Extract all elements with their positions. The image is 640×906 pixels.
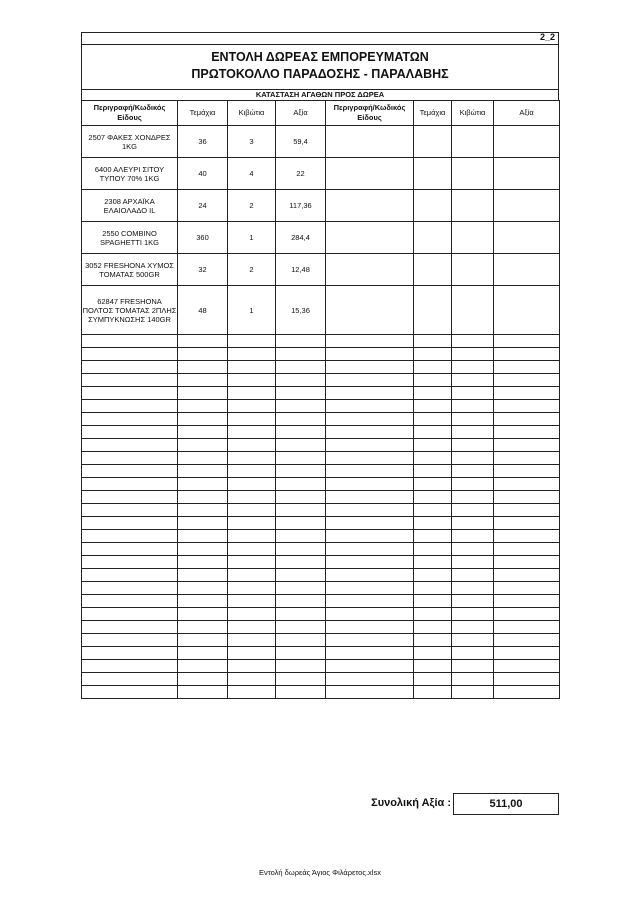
title-line-1: ΕΝΤΟΛΗ ΔΩΡΕΑΣ ΕΜΠΟΡΕΥΜΑΤΩΝ — [211, 50, 429, 64]
col-header-description-left: Περιγραφή/Κωδικός Είδους — [82, 101, 178, 126]
goods-table — [81, 100, 560, 699]
col-header-boxes-left: Κιβώτια — [228, 101, 276, 126]
empty-row — [82, 426, 560, 439]
footer-filename: Εντολή δωρεάς Άγιος Φιλάρετος.xlsx — [259, 868, 381, 877]
item-boxes: 2 — [228, 254, 276, 286]
page-number: 2_2 — [539, 32, 555, 42]
table-row — [82, 158, 560, 190]
empty-row — [82, 556, 560, 569]
item-value: 117,36 — [276, 190, 326, 222]
empty-row — [82, 543, 560, 556]
col-header-pieces-left: Τεμάχια — [178, 101, 228, 126]
col-header-value-right: Αξία — [494, 101, 560, 126]
item-description: 62847 FRESHONA ΠΟΛΤΟΣ ΤΟΜΑΤΑΣ 2ΠΛΗΣ ΣΥΜΠΥΚΝΩΣΗΣ 140GR — [82, 296, 177, 324]
item-value: 15,36 — [276, 286, 326, 335]
title-line-2: ΠΡΩΤΟΚΟΛΛΟ ΠΑΡΑΔΟΣΗΣ - ΠΑΡΑΛΑΒΗΣ — [191, 67, 449, 81]
empty-row — [82, 634, 560, 647]
item-boxes: 2 — [228, 190, 276, 222]
empty-row — [82, 478, 560, 491]
empty-row — [82, 673, 560, 686]
item-pieces: 40 — [178, 158, 228, 190]
item-pieces: 360 — [178, 222, 228, 254]
table-row — [82, 126, 560, 158]
item-pieces: 24 — [178, 190, 228, 222]
empty-row — [82, 686, 560, 699]
empty-row — [82, 374, 560, 387]
col-header-pieces-right: Τεμάχια — [414, 101, 452, 126]
empty-row — [82, 621, 560, 634]
item-value: 12,48 — [276, 254, 326, 286]
item-boxes: 4 — [228, 158, 276, 190]
item-pieces: 36 — [178, 126, 228, 158]
total-value: 511,00 — [453, 793, 559, 815]
empty-row — [82, 465, 560, 478]
empty-row — [82, 491, 560, 504]
item-boxes: 3 — [228, 126, 276, 158]
col-header-boxes-right: Κιβώτια — [452, 101, 494, 126]
empty-row — [82, 439, 560, 452]
item-description: 6400 ΑΛΕΥΡΙ ΣΙΤΟΥ ΤΥΠΟΥ 70% 1KG — [82, 158, 178, 190]
table-row — [82, 254, 560, 286]
empty-row — [82, 595, 560, 608]
item-value: 284,4 — [276, 222, 326, 254]
goods-status-heading: ΚΑΤΑΣΤΑΣΗ ΑΓΑΘΩΝ ΠΡΟΣ ΔΩΡΕΑ — [81, 89, 559, 100]
empty-row — [82, 569, 560, 582]
empty-row — [82, 517, 560, 530]
empty-row — [82, 361, 560, 374]
item-description: 2308 ΑΡΧΑΪΚΑ ΕΛΑΙΟΛΑΔΟ IL — [82, 190, 178, 222]
empty-row — [82, 582, 560, 595]
item-description-cell — [82, 286, 178, 335]
empty-row — [82, 452, 560, 465]
table-row — [82, 286, 560, 335]
item-boxes: 1 — [228, 286, 276, 335]
item-pieces: 32 — [178, 254, 228, 286]
empty-row — [82, 660, 560, 673]
empty-row — [82, 530, 560, 543]
table-header-row — [82, 101, 560, 126]
blank-rows — [82, 335, 560, 699]
empty-row — [82, 504, 560, 517]
total-row — [81, 793, 559, 815]
item-boxes: 1 — [228, 222, 276, 254]
table-row — [82, 190, 560, 222]
empty-row — [82, 387, 560, 400]
empty-row — [82, 608, 560, 621]
empty-row — [82, 335, 560, 348]
item-description: 3052 FRESHONA ΧΥΜΟΣ ΤΟΜΑΤΑΣ 500GR — [82, 254, 178, 286]
total-label: Συνολική Αξία : — [371, 797, 451, 809]
page-number-row — [81, 32, 559, 44]
item-description: 2550 COMBINO SPAGHETTI 1KG — [82, 222, 178, 254]
item-description: 2507 ΦΑΚΕΣ ΧΟΝΔΡΕΣ 1KG — [82, 126, 178, 158]
empty-row — [82, 348, 560, 361]
donation-form-sheet — [81, 32, 559, 699]
item-pieces: 48 — [178, 286, 228, 335]
table-row — [82, 222, 560, 254]
form-title — [81, 44, 559, 89]
empty-row — [82, 400, 560, 413]
col-header-description-right: Περιγραφή/Κωδικός Είδους — [326, 101, 414, 126]
empty-row — [82, 647, 560, 660]
empty-row — [82, 413, 560, 426]
item-value: 59,4 — [276, 126, 326, 158]
item-value: 22 — [276, 158, 326, 190]
col-header-value-left: Αξία — [276, 101, 326, 126]
